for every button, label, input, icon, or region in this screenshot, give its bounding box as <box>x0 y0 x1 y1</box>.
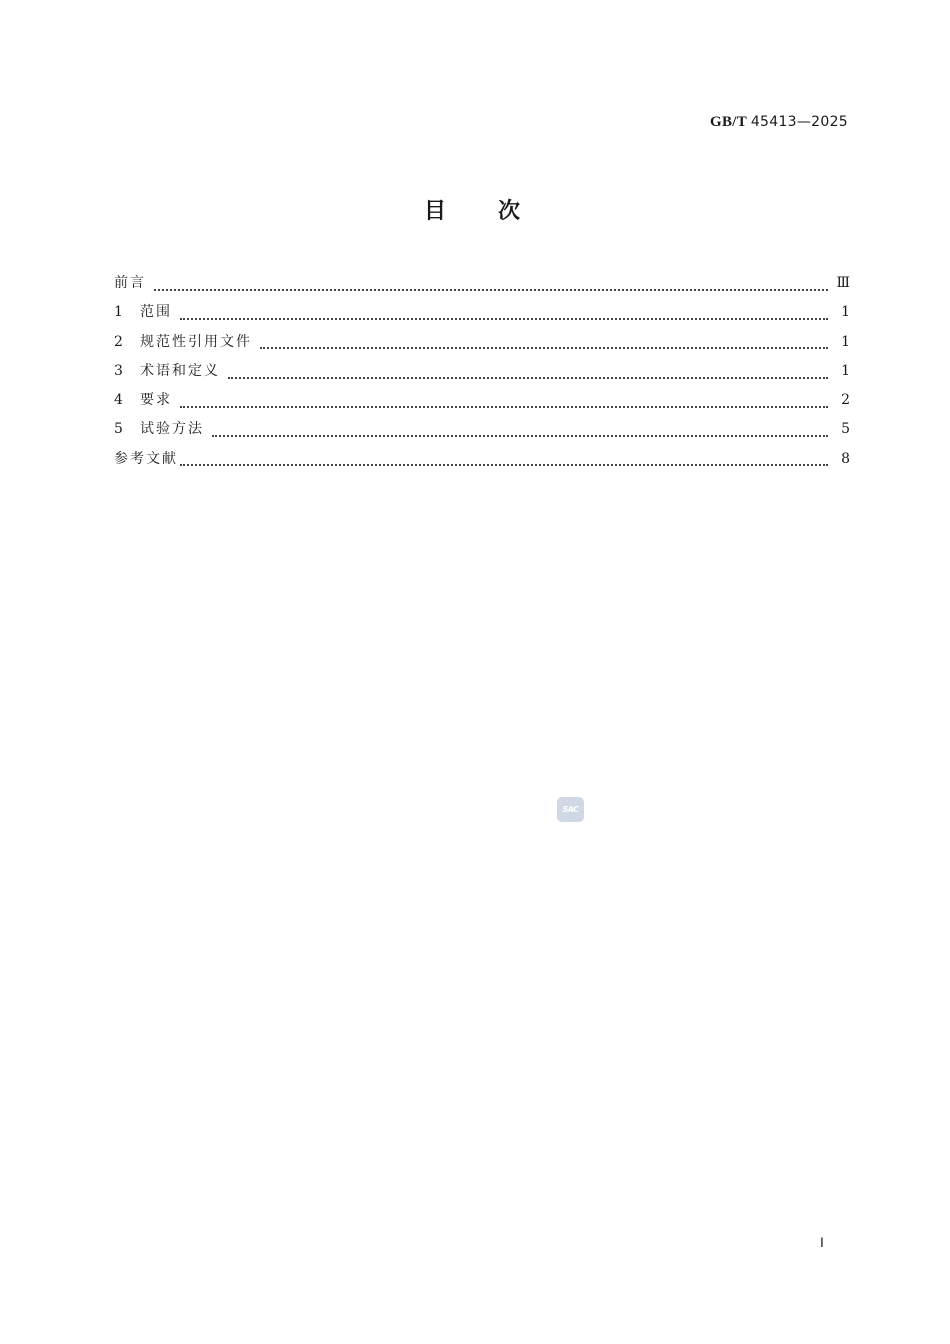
toc-entry-page: 5 <box>841 421 850 438</box>
toc-entry-page: 2 <box>841 392 850 409</box>
toc-leader-dots <box>180 464 828 466</box>
page-title: 目次 <box>423 199 572 224</box>
toc-entry-requirements[interactable] <box>114 389 850 418</box>
toc-entry-number: 2 <box>114 333 123 350</box>
toc-entry-page: 8 <box>841 450 850 467</box>
toc-entry-label: 范围 <box>140 304 172 321</box>
sac-watermark-logo: SAC <box>557 797 584 822</box>
toc-leader-dots <box>154 289 828 291</box>
toc-leader-dots <box>180 406 828 408</box>
table-of-contents <box>114 272 850 477</box>
toc-entry-number: 4 <box>114 392 123 409</box>
toc-leader-dots <box>180 318 828 320</box>
toc-leader-dots <box>212 435 828 437</box>
toc-entry-label: 术语和定义 <box>140 362 220 379</box>
toc-entry-number: 3 <box>114 362 123 379</box>
toc-entry-label: 参考文献 <box>114 450 178 467</box>
toc-entry-bibliography[interactable] <box>114 448 850 477</box>
toc-entry-page: 1 <box>841 304 850 321</box>
standard-code <box>710 114 848 131</box>
toc-entry-foreword[interactable] <box>114 272 850 301</box>
toc-leader-dots <box>228 377 828 379</box>
toc-entry-label: 前言 <box>114 275 146 291</box>
toc-entry-page: 1 <box>841 362 850 379</box>
toc-entry-page: Ⅲ <box>836 275 850 291</box>
toc-entry-terms-definitions[interactable] <box>114 360 850 389</box>
page-number: Ⅰ <box>820 1235 824 1250</box>
toc-entry-normative-references[interactable] <box>114 331 850 360</box>
toc-entry-label: 规范性引用文件 <box>140 333 252 350</box>
toc-entry-label: 要求 <box>140 392 172 409</box>
toc-entry-number: 5 <box>114 421 123 438</box>
standard-number: 45413—2025 <box>750 114 848 130</box>
toc-entry-page: 1 <box>841 333 850 350</box>
standard-prefix: GB/T <box>709 114 747 130</box>
toc-entry-test-methods[interactable] <box>114 418 850 447</box>
toc-entry-scope[interactable] <box>114 301 850 330</box>
toc-entry-number: 1 <box>114 304 123 321</box>
toc-entry-label: 试验方法 <box>140 421 204 438</box>
toc-leader-dots <box>260 347 828 349</box>
